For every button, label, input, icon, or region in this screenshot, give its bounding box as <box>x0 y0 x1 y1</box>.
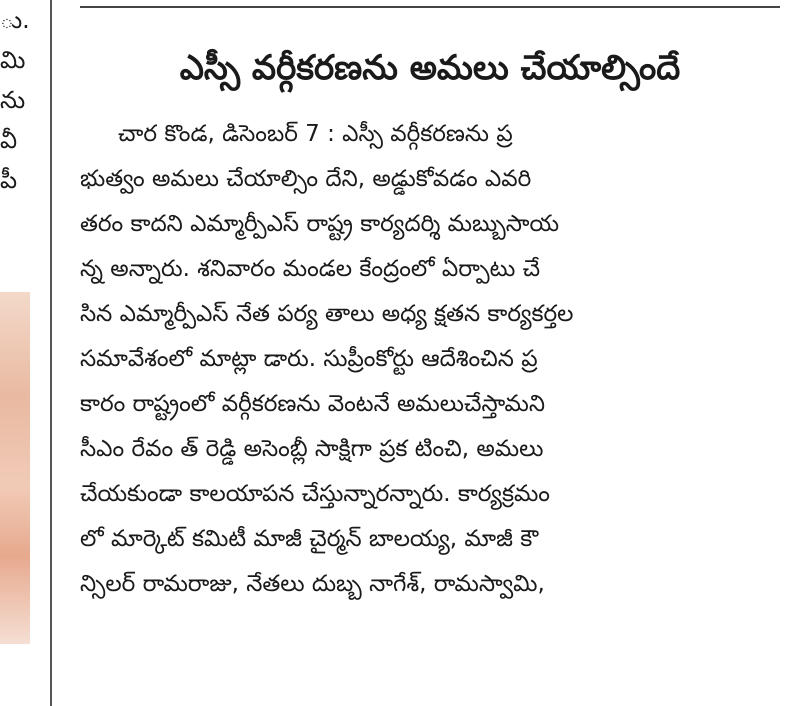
adjacent-text-fragment: మి <box>0 46 26 74</box>
article-line: సిన ఎమ్మార్పీఎస్ నేత పర్య తాలు అధ్య క్షతన కార్యకర్తల <box>80 301 574 327</box>
article-line: చార కొండ, డిసెంబర్ 7 : ఎస్సీ వర్గీకరణను ప్ర <box>118 121 513 147</box>
adjacent-text-fragment: వీ <box>0 126 18 154</box>
article-line: న్న అన్నారు. శనివారం మండల కేంద్రంలో ఏర్పాటు చే <box>80 256 541 282</box>
article-body <box>80 112 780 607</box>
article-headline: ఎస్సీ వర్గీకరణను అమలు చేయాల్సిందే <box>179 48 681 88</box>
article-line: చేయకుండా కాలయాపన చేస్తున్నారన్నారు. కార్యక్రమం <box>80 481 550 507</box>
adjacent-text-fragment: ను <box>0 86 26 114</box>
article-line: భుత్వం అమలు చేయాల్సిం దేని, అడ్డుకోవడం ఎవరి <box>80 166 532 192</box>
column-divider <box>50 0 52 706</box>
adjacent-column-text <box>0 0 52 200</box>
article-line: కారం రాష్ట్రంలో వర్గీకరణను వెంటనే అమలుచేస్తామని <box>80 391 545 417</box>
article-line: తరం కాదని ఎమ్మార్పీఎస్ రాష్ట్ర కార్యదర్శి మబ్బుసాయ <box>80 211 560 237</box>
adjacent-photo <box>0 292 30 644</box>
adjacent-text-fragment: పీ <box>0 166 18 194</box>
news-article <box>80 40 780 607</box>
adjacent-text-fragment: ు. <box>0 6 30 34</box>
article-line: సమావేశంలో మాట్లా డారు. సుప్రీంకోర్టు ఆదేశించిన ప్ర <box>80 346 538 372</box>
top-rule <box>80 6 780 8</box>
adjacent-column <box>0 0 52 706</box>
article-line: లో మార్కెట్ కమిటీ మాజీ చైర్మన్ బాలయ్య, మాజీ కౌ <box>80 526 539 552</box>
article-line: న్సిలర్ రామరాజు, నేతలు దుబ్బ నాగేశ్, రామస్వామి, <box>80 571 545 597</box>
article-line: సీఎం రేవం త్ రెడ్డి అసెంబ్లీ సాక్షిగా ప్రక టించి, అమలు <box>80 436 544 462</box>
